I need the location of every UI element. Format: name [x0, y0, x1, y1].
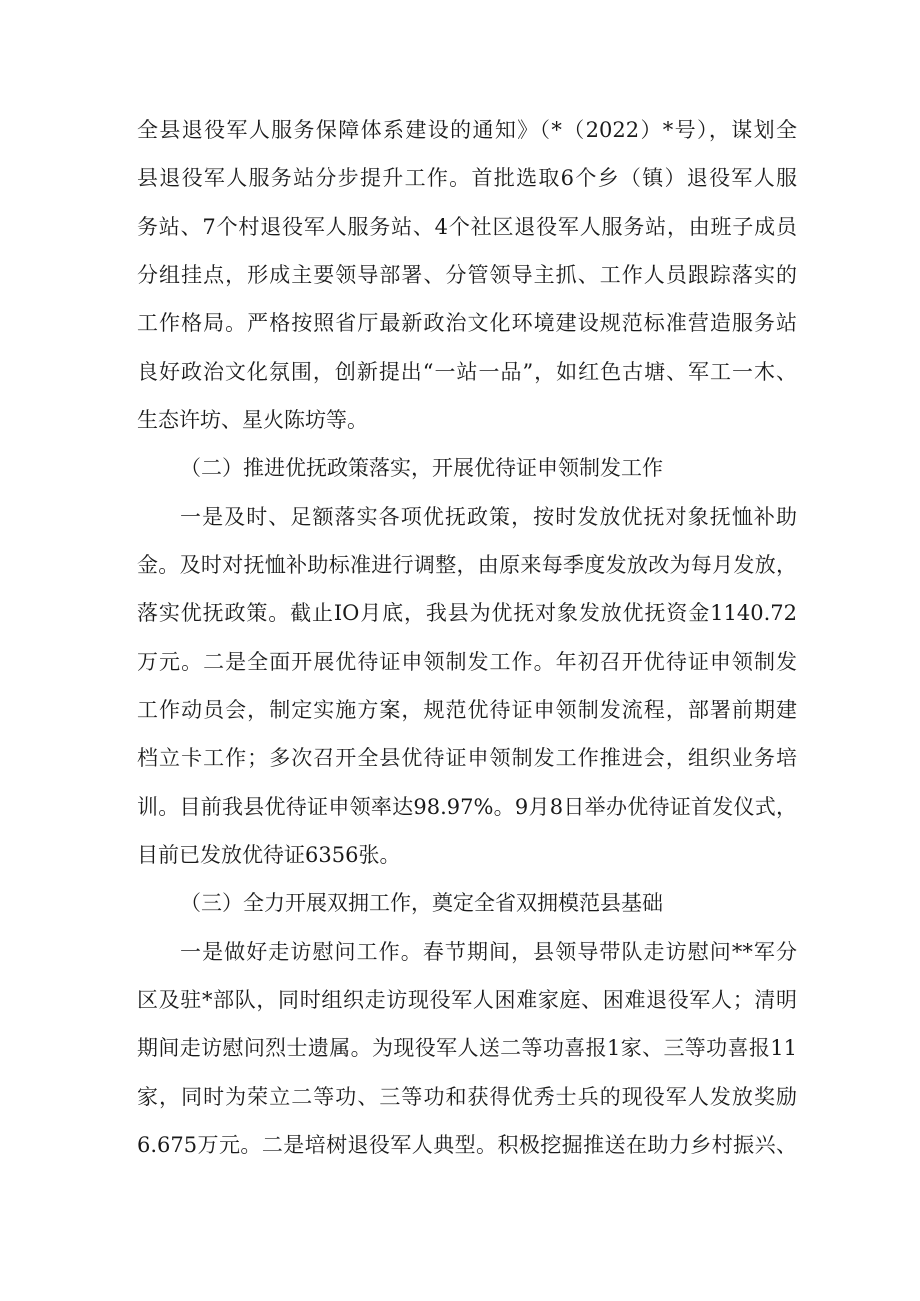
- section2-line-1: 一是及时、足额落实各项优抚政策，按时发放优抚对象抚恤补助: [180, 505, 797, 529]
- section1-line-5: 工作格局。严格按照省厅最新政治文化环境建设规范标准营造服务站: [137, 311, 797, 335]
- section2-line-8: 目前已发放优待证6356张。: [137, 843, 401, 867]
- section2-line-6: 档立卡工作；多次召开全县优待证申领制发工作推进会，组织业务培: [137, 746, 797, 770]
- section2-line-7: 训。目前我县优待证申领率达98.97%。9月8日举办优待证首发仪式，: [137, 795, 797, 819]
- section3-line-3: 期间走访慰问烈士遗属。为现役军人送二等功喜报1家、三等功喜报11: [137, 1036, 797, 1060]
- section1-line-7: 生态许坊、星火陈坊等。: [137, 408, 368, 432]
- section2-line-3: 落实优抚政策。截止IO月底，我县为优抚对象发放优抚资金1140.72: [137, 601, 797, 625]
- section2-line-5: 工作动员会，制定实施方案，规范优待证申领制发流程，部署前期建: [137, 698, 797, 722]
- section1-line-2: 县退役军人服务站分步提升工作。首批选取6个乡（镇）退役军人服: [137, 166, 797, 190]
- section2-line-4: 万元。二是全面开展优待证申领制发工作。年初召开优待证申领制发: [137, 650, 797, 674]
- section-heading-2: （二）推进优抚政策落实，开展优待证申领制发工作: [180, 456, 663, 480]
- section1-line-3: 务站、7个村退役军人服务站、4个社区退役军人服务站，由班子成员: [137, 215, 797, 239]
- section-heading-3: （三）全力开展双拥工作，奠定全省双拥模范县基础: [180, 891, 663, 915]
- section1-line-6: 良好政治文化氛围，创新提出“一站一品”，如红色古塘、军工一木、: [137, 360, 797, 384]
- section3-line-1: 一是做好走访慰问工作。春节期间，县领导带队走访慰问**军分: [180, 940, 797, 964]
- section1-line-1: 全县退役军人服务保障体系建设的通知》（*（2022）*号），谋划全: [137, 118, 797, 142]
- section2-line-2: 金。及时对抚恤补助标准进行调整，由原来每季度发放改为每月发放，: [137, 553, 797, 577]
- section1-line-4: 分组挂点，形成主要领导部署、分管领导主抓、工作人员跟踪落实的: [137, 263, 797, 287]
- section3-line-4: 家，同时为荣立二等功、三等功和获得优秀士兵的现役军人发放奖励: [137, 1085, 797, 1109]
- section3-line-5: 6.675万元。二是培树退役军人典型。积极挖掘推送在助力乡村振兴、: [137, 1133, 797, 1157]
- section3-line-2: 区及驻*部队，同时组织走访现役军人困难家庭、困难退役军人；清明: [137, 988, 797, 1012]
